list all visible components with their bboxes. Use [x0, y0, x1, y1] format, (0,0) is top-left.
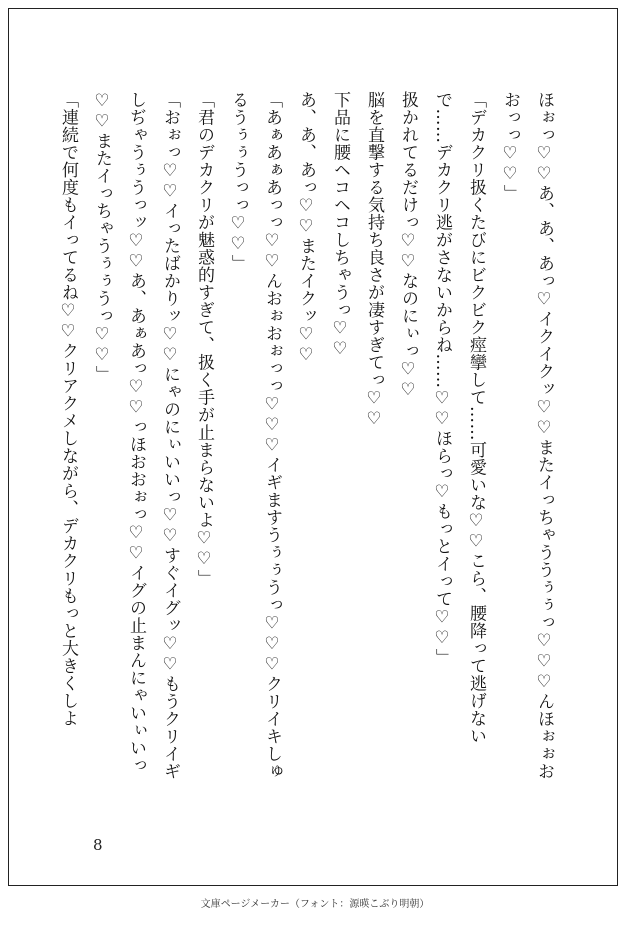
text-line-1: ほぉっ♡♡あ、あ、あっ♡イクイクッ♡♡またイっちゃううぅぅっ♡♡♡んほぉぉおおっっ♡♡」: [500, 91, 554, 780]
text-line-3: 扱かれてるだけっ♡♡なのにぃっ♡♡: [398, 91, 418, 401]
text-line-7: 「あぁあぁあっっ♡♡んおぉおぉっっ♡♡♡イギますうぅぅうっ♡♡♡クリイキしゅるうぅぅうっっ♡♡」: [228, 91, 282, 780]
text-line-6: あ、あ、あっ♡♡またイクッ♡♡: [296, 91, 316, 366]
text-line-10: 「連続で何度もイってるね♡♡クリアクメしながら、デカクリもっと大きくしよ: [58, 91, 78, 727]
footer-credit: 文庫ページメーカー（フォント：源暎こぶり明朝）: [200, 899, 430, 910]
text-line-5: 下品に腰ヘコヘコしちゃうっ♡♡: [330, 91, 350, 360]
text-line-8: 「君のデカクリが魅惑的すぎて、扱く手が止まらないよ♡♡」: [194, 91, 214, 587]
vertical-text-body: [58, 91, 561, 781]
page-number: 8: [93, 836, 103, 854]
text-line-9: 「おぉっ♡♡イったばかりッ♡♡にゃのにぃいいっ♡♡すぐイグッ♡♡もうクリイギしぢゃうぅうっッ♡♡あ、あぁあっ♡♡っほおおぉっ♡♡イグの止まんにゃいぃいっ♡♡またイっちゃうぅぅうっ♡♡」: [92, 91, 180, 780]
text-line-2: 「デカクリ扱くたびにビクビク痙攣して……可愛いな♡♡こら、腰降って逃げないで……デカクリ逃がさないからね……♡♡ほらっ♡もっとイって♡♡」: [432, 91, 486, 745]
text-line-4: 脳を直撃する気持ち良さが凄すぎてっ♡♡: [364, 91, 384, 430]
page-frame: [8, 8, 618, 886]
